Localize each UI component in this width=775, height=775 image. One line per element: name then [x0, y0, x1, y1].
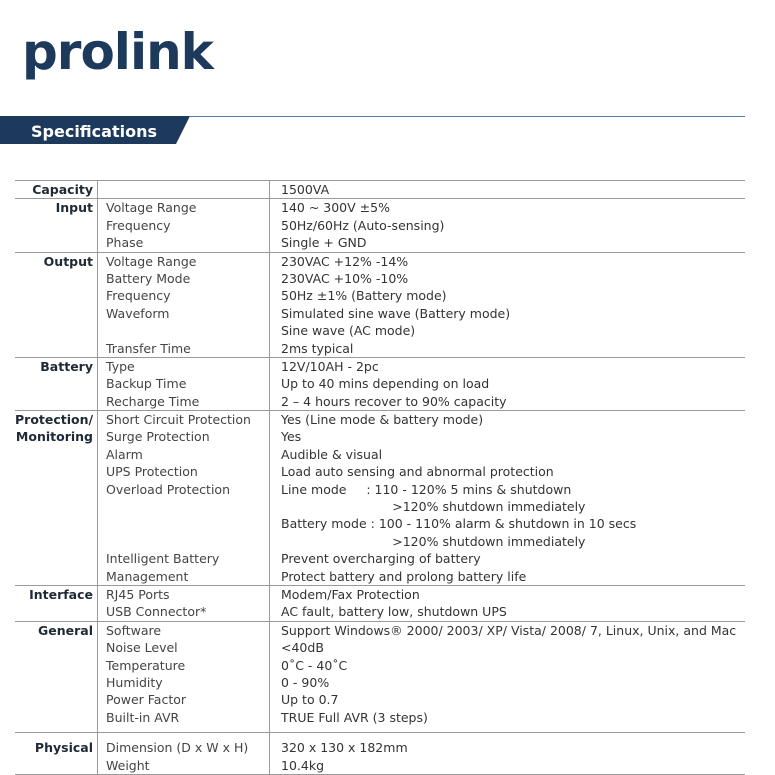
spec-row	[15, 393, 745, 410]
spec-row	[15, 428, 745, 445]
spec-row	[15, 234, 745, 251]
spec-section	[15, 357, 745, 410]
spec-row	[15, 181, 745, 198]
spec-category-label: Output	[43, 253, 93, 269]
spec-row	[15, 757, 745, 774]
spec-item-label	[97, 515, 269, 532]
spec-category-label	[15, 639, 97, 656]
spec-item-value: Load auto sensing and abnormal protection	[269, 463, 745, 480]
spec-category-label: Monitoring	[15, 429, 93, 445]
spec-item-label: Battery Mode	[97, 270, 269, 287]
spec-item-label	[97, 322, 269, 339]
spec-row	[15, 270, 745, 287]
spec-item-value: 50Hz ±1% (Battery mode)	[269, 287, 745, 304]
spec-item-value: Protect battery and prolong battery life	[269, 568, 745, 585]
spec-category-label: General	[38, 622, 93, 638]
spec-item-label: Frequency	[97, 217, 269, 234]
spec-item-value: 320 x 130 x 182mm	[269, 739, 745, 756]
spec-row	[15, 515, 745, 532]
spec-category-label	[15, 498, 97, 515]
spec-row	[15, 639, 745, 656]
spec-item-value: 12V/10AH - 2pc	[269, 358, 745, 375]
spec-item-label	[97, 181, 269, 198]
spec-item-value: Battery mode : 100 - 110% alarm & shutdown in 10 secs	[269, 515, 745, 532]
brand-logo	[22, 22, 213, 82]
spec-row	[15, 533, 745, 550]
spec-item-value: Prevent overcharging of battery	[269, 550, 745, 567]
spec-item-label: Weight	[97, 757, 269, 774]
spec-category-label: Protection/	[15, 412, 94, 428]
spec-section	[15, 585, 745, 621]
spec-item-value: 10.4kg	[269, 757, 745, 774]
spec-category-label	[15, 393, 97, 410]
spec-row	[15, 322, 745, 339]
spec-category-label	[15, 340, 97, 357]
spec-item-label: UPS Protection	[97, 463, 269, 480]
spec-item-label: Overload Protection	[97, 481, 269, 498]
spec-row	[15, 550, 745, 567]
spec-category-label	[15, 533, 97, 550]
spec-category-label	[15, 674, 97, 691]
spec-row	[15, 199, 745, 216]
spec-section	[15, 732, 745, 775]
spec-item-value: >120% shutdown immediately	[269, 533, 745, 550]
spec-category-label: Interface	[29, 586, 93, 602]
spec-row	[15, 217, 745, 234]
spec-item-value: Simulated sine wave (Battery mode)	[269, 305, 745, 322]
spec-row	[15, 340, 745, 357]
spec-category-label	[15, 322, 97, 339]
spec-item-label: Recharge Time	[97, 393, 269, 410]
spec-category-label	[15, 515, 97, 532]
spec-row	[15, 411, 745, 428]
spec-item-value: Line mode : 110 - 120% 5 mins & shutdown	[269, 481, 745, 498]
spec-category-label: Capacity	[32, 182, 93, 197]
spec-row	[15, 657, 745, 674]
spec-category-label	[15, 463, 97, 480]
spec-item-label: Voltage Range	[97, 253, 269, 270]
spec-item-value: 0˚C - 40˚C	[269, 657, 745, 674]
spec-item-value: 2ms typical	[269, 340, 745, 357]
spec-item-value: 2 – 4 hours recover to 90% capacity	[269, 393, 745, 410]
spec-item-label: Software	[97, 622, 269, 639]
spec-category-label	[15, 481, 97, 498]
spec-row	[15, 739, 745, 756]
spec-item-label: Humidity	[97, 674, 269, 691]
spec-category-label	[15, 234, 97, 251]
spec-row	[15, 586, 745, 603]
spec-item-value: Yes (Line mode & battery mode)	[269, 411, 745, 428]
spec-row	[15, 481, 745, 498]
spec-item-value: TRUE Full AVR (3 steps)	[269, 709, 745, 726]
spec-item-label: Voltage Range	[97, 199, 269, 216]
spec-item-value: Single + GND	[269, 234, 745, 251]
spec-category-label	[15, 287, 97, 304]
spec-category-label	[15, 603, 97, 620]
spec-item-label: Noise Level	[97, 639, 269, 656]
spec-category-label	[15, 691, 97, 708]
spec-item-label: Transfer Time	[97, 340, 269, 357]
spec-item-value: Support Windows® 2000/ 2003/ XP/ Vista/ 2008/ 7, Linux, Unix, and Mac	[269, 622, 745, 639]
spec-item-label	[97, 498, 269, 515]
brand-logo-text: prolink	[22, 23, 213, 81]
spec-row	[15, 463, 745, 480]
spec-item-label: RJ45 Ports	[97, 586, 269, 603]
spec-item-label	[97, 533, 269, 550]
spec-category-label	[15, 709, 97, 726]
spec-category-label	[15, 446, 97, 463]
section-title: Specifications	[31, 122, 157, 141]
spec-item-value: 230VAC +10% -10%	[269, 270, 745, 287]
spec-item-value: Up to 40 mins depending on load	[269, 375, 745, 392]
spec-item-value: Audible & visual	[269, 446, 745, 463]
spec-category-label	[15, 305, 97, 322]
spec-category-label	[15, 270, 97, 287]
spec-row	[15, 498, 745, 515]
spec-item-value: AC fault, battery low, shutdown UPS	[269, 603, 745, 620]
spec-section	[15, 410, 745, 585]
spec-row	[15, 568, 745, 585]
spec-section	[15, 180, 745, 198]
spec-category-label	[15, 375, 97, 392]
spec-item-label: Temperature	[97, 657, 269, 674]
spec-item-value: Sine wave (AC mode)	[269, 322, 745, 339]
specifications-table	[15, 180, 745, 775]
spec-item-label: Surge Protection	[97, 428, 269, 445]
spec-item-label: Phase	[97, 234, 269, 251]
spec-category-label	[15, 657, 97, 674]
spec-item-value: >120% shutdown immediately	[269, 498, 745, 515]
spec-item-label: Frequency	[97, 287, 269, 304]
spec-item-label: Built-in AVR	[97, 709, 269, 726]
spec-category-label	[15, 217, 97, 234]
spec-section	[15, 621, 745, 732]
spec-item-value: <40dB	[269, 639, 745, 656]
spec-row	[15, 358, 745, 375]
spec-category-label	[15, 757, 97, 774]
spec-row	[15, 674, 745, 691]
spec-category-label: Physical	[34, 740, 93, 756]
spec-category-label	[15, 550, 97, 567]
spec-row	[15, 446, 745, 463]
spec-item-label: Intelligent Battery	[97, 550, 269, 567]
spec-row	[15, 709, 745, 726]
spec-item-value: Modem/Fax Protection	[269, 586, 745, 603]
spec-item-label: Alarm	[97, 446, 269, 463]
spec-row	[15, 253, 745, 270]
spec-item-label: Management	[97, 568, 269, 585]
spec-row	[15, 287, 745, 304]
spec-row	[15, 622, 745, 639]
spec-item-value: 140 ~ 300V ±5%	[269, 199, 745, 216]
spec-item-value: 50Hz/60Hz (Auto-sensing)	[269, 217, 745, 234]
spec-item-value: 0 - 90%	[269, 674, 745, 691]
spec-item-label: Backup Time	[97, 375, 269, 392]
spec-row	[15, 375, 745, 392]
spec-item-label: Power Factor	[97, 691, 269, 708]
spec-row	[15, 691, 745, 708]
spec-item-value: 1500VA	[269, 181, 745, 198]
spec-item-value: 230VAC +12% -14%	[269, 253, 745, 270]
spec-category-label: Input	[55, 200, 93, 216]
spec-category-label	[15, 568, 97, 585]
spec-item-value: Yes	[269, 428, 745, 445]
spec-row	[15, 305, 745, 322]
spec-item-value: Up to 0.7	[269, 691, 745, 708]
spec-item-label: Dimension (D x W x H)	[97, 739, 269, 756]
spec-item-label: USB Connector*	[97, 603, 269, 620]
spec-row	[15, 603, 745, 620]
spec-section	[15, 198, 745, 251]
spec-item-label: Waveform	[97, 305, 269, 322]
spec-section	[15, 252, 745, 357]
spec-item-label: Short Circuit Protection	[97, 411, 269, 428]
spec-category-label: Battery	[40, 358, 93, 374]
spec-item-label: Type	[97, 358, 269, 375]
